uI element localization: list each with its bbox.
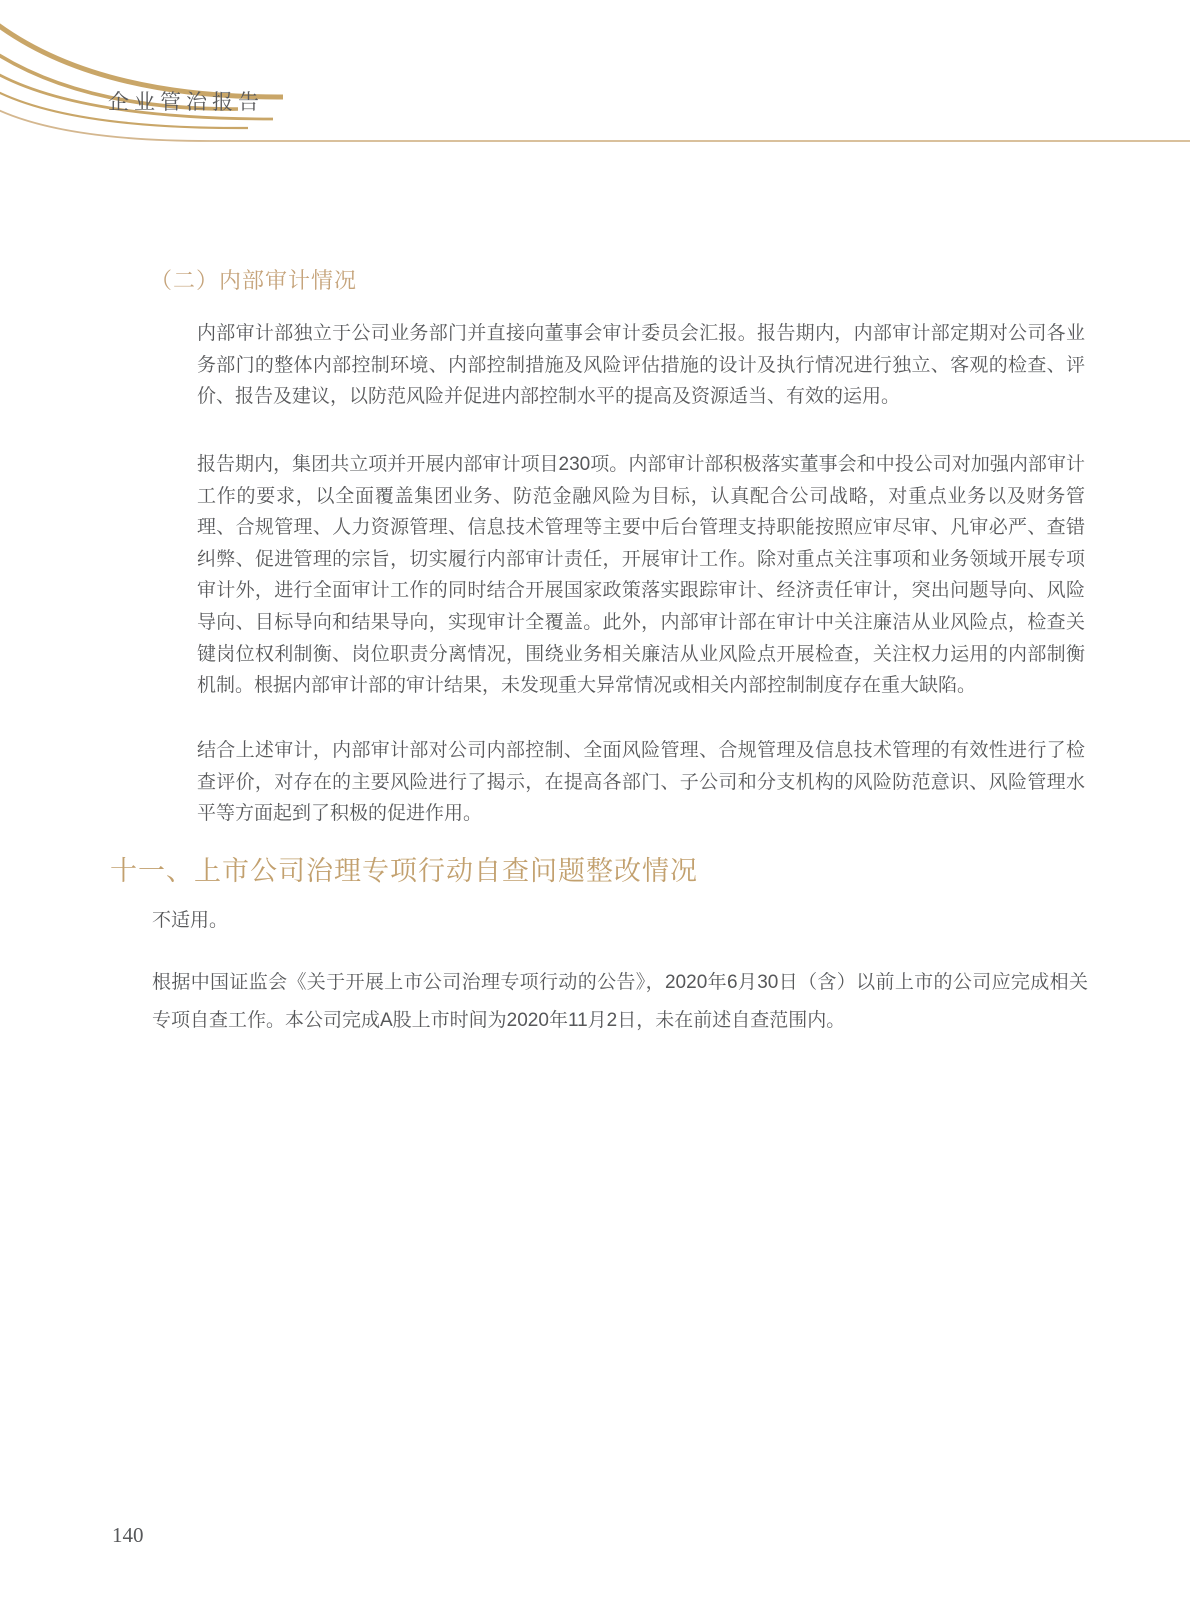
section-eleven-paragraph: 根据中国证监会《关于开展上市公司治理专项行动的公告》，2020年6月30日（含）以前上市的公司应完成相关专项自查工作。本公司完成A股上市时间为2020年11月2日，未在前述自查范围内。 xyxy=(152,972,1088,1031)
page-number: 140 xyxy=(112,1523,144,1547)
section-eleven-heading: 十一、上市公司治理专项行动自查问题整改情况 xyxy=(110,856,698,886)
not-applicable-text: 不适用。 xyxy=(152,910,229,931)
internal-audit-paragraph-2: 报告期内，集团共立项并开展内部审计项目230项。内部审计部积极落实董事会和中投公司对加强内部审计工作的要求，以全面覆盖集团业务、防范金融风险为目标，认真配合公司战略，对重点业务以及财务管理、合规管理、人力资源管理、信息技术管理等主要中后台管理支持职能按照应审尽审、凡审必严、查错纠弊、促进管理的宗旨，切实履行内部审计责任，开展审计工作。除对重点关注事项和业务领域开展专项审计外，进行全面审计工作的同时结合开展国家政策落实跟踪审计、经济责任审计，突出问题导向、风险导向、目标导向和结果导向，实现审计全覆盖。此外，内部审计部在审计中关注廉洁从业风险点，检查关键岗位权利制衡、岗位职责分离情况，围绕业务相关廉洁从业风险点开展检查，关注权力运用的内部制衡机制。根据内部审计部的审计结果，未发现重大异常情况或相关内部控制制度存在重大缺陷。 xyxy=(197,454,1085,697)
gold-curves-ornament xyxy=(0,0,1190,160)
section-internal-audit-heading: （二）内部审计情况 xyxy=(150,268,358,293)
header-title: 企业管治报告 xyxy=(108,90,264,114)
internal-audit-paragraph-1: 内部审计部独立于公司业务部门并直接向董事会审计委员会汇报。报告期内，内部审计部定期对公司各业务部门的整体内部控制环境、内部控制措施及风险评估措施的设计及执行情况进行独立、客观的检查、评价、报告及建议，以防范风险并促进内部控制水平的提高及资源适当、有效的运用。 xyxy=(197,323,1085,408)
internal-audit-paragraph-3: 结合上述审计，内部审计部对公司内部控制、全面风险管理、合规管理及信息技术管理的有效性进行了检查评价，对存在的主要风险进行了揭示，在提高各部门、子公司和分支机构的风险防范意识、风险管理水平等方面起到了积极的促进作用。 xyxy=(197,740,1085,825)
